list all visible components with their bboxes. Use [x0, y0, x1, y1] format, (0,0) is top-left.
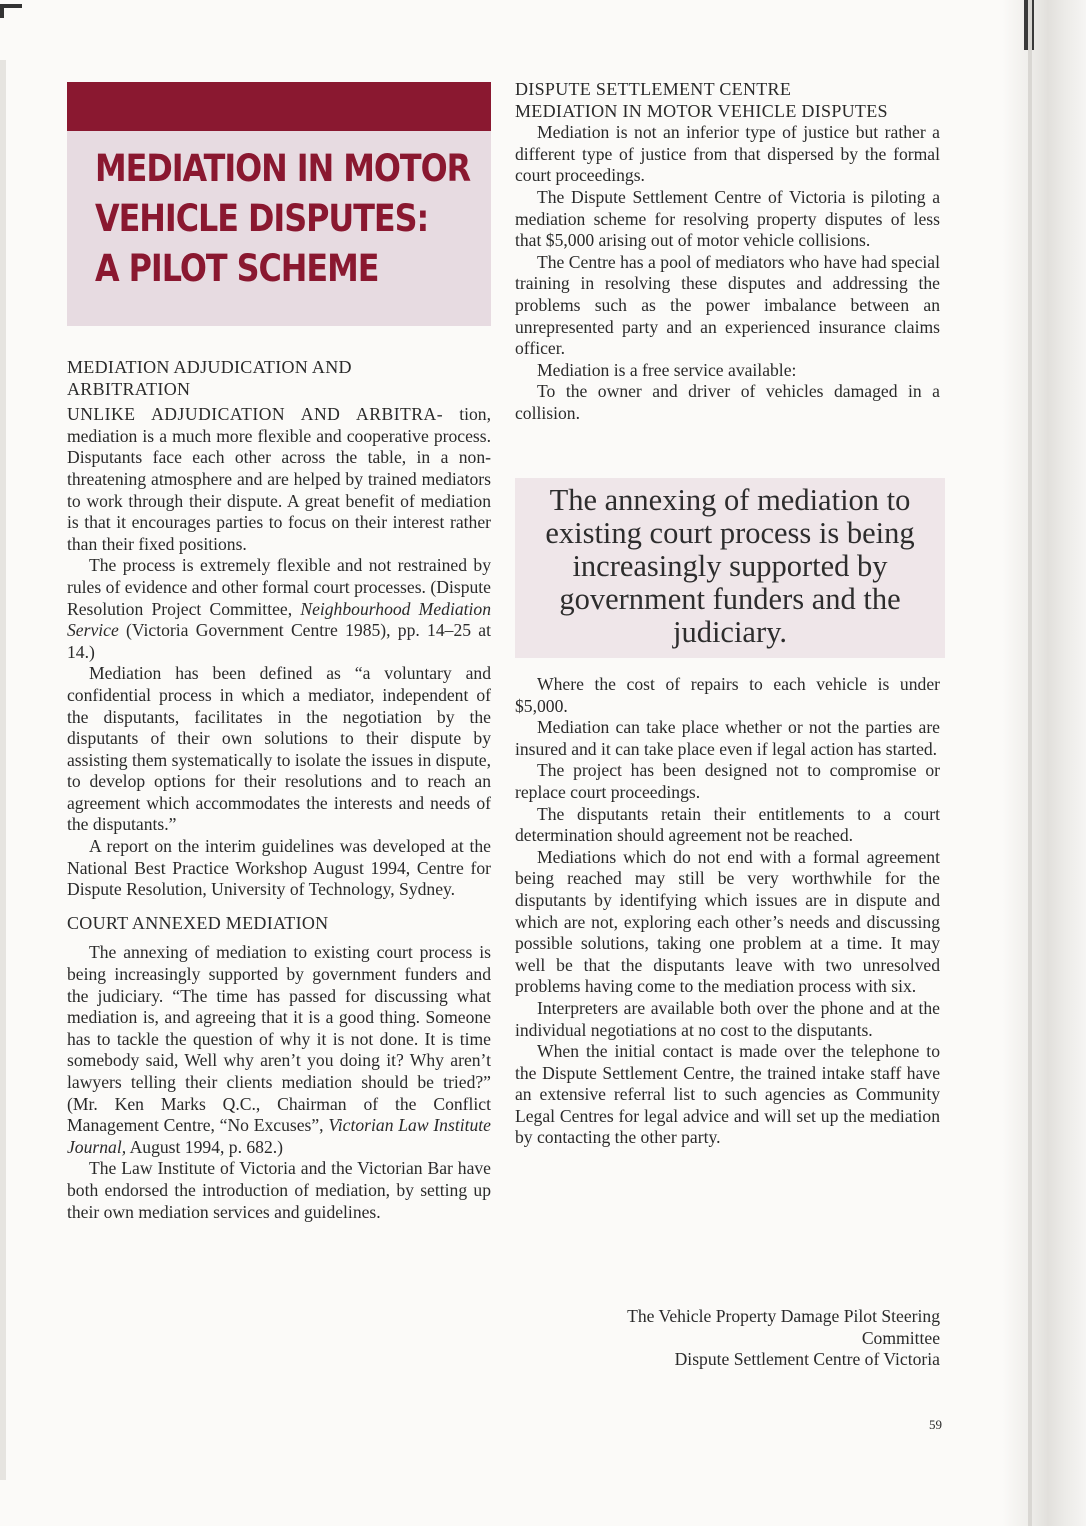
- paragraph: Mediation is not an inferior type of justice but rather a different type of justice from that dispersed by the formal court proceedings.: [515, 122, 940, 186]
- paragraph: UNLIKE ADJUDICATION AND ARBITRA- tion, mediation is a much more flexible and cooperative process. Disputants face each other across the table, in a non-threatening atmosphere and are helped by trained mediators to work through their dispute. A great benefit of mediation is that it encourages parties to focus on their interest rather than their fixed positions.: [67, 404, 491, 554]
- article-title: [95, 144, 471, 294]
- paragraph: A report on the interim guidelines was developed at the National Best Practice Workshop August 1994, Centre for Dispute Resolution, University of Technology, Sydney.: [67, 836, 491, 900]
- paragraph: Mediation can take place whether or not the parties are insured and it can take place even if legal action has started.: [515, 717, 940, 759]
- page-number: 59: [929, 1417, 942, 1432]
- paragraph: When the initial contact is made over the telephone to the Dispute Settlement Centre, the trained intake staff have an extensive referral list to such agencies as Community Legal Centres for legal advice and will set up the mediation by contacting the other party.: [515, 1041, 940, 1148]
- signature-line: Dispute Settlement Centre of Victoria: [674, 1349, 940, 1370]
- paragraph: The annexing of mediation to existing court process is being increasingly supported by government funders and the judiciary. “The time has passed for discussing what mediation is, and agreeing that it is a good thing. Someone has to tackle the question of why it is not done. It is time somebody said, Well why aren’t you doing it? Why aren’t lawyers telling their clients mediation should be tried?” (Mr. Ken Marks Q.C., Chairman of the Conflict Management Centre, “No Excuses”, Victorian Law Institute Journal, August 1994, p. 682.): [67, 942, 491, 1157]
- title-color-bar: [67, 82, 491, 131]
- page-edge: [0, 60, 6, 1480]
- section-heading: DISPUTE SETTLEMENT CENTRE MEDIATION IN MOTOR VEHICLE DISPUTES: [515, 79, 888, 121]
- paragraph: Mediations which do not end with a formal agreement being reached may still be very worthwhile for the disputants by identifying which issues are in dispute and which are not, exploring each other’s needs and discussing possible solutions, taking one problem at a time. It may well be that the disputants leave with two unresolved problems having come to the mediation process with six.: [515, 846, 940, 997]
- title-line: VEHICLE DISPUTES:: [95, 197, 429, 240]
- title-block: [67, 82, 491, 326]
- paragraph: The Dispute Settlement Centre of Victoria is piloting a mediation scheme for resolving property disputes of less that $5,000 arising out of motor vehicle collisions.: [515, 186, 940, 251]
- italic-title: Victorian Law Institute Journal,: [67, 1115, 491, 1157]
- paragraph: Mediation has been defined as “a voluntary and confidential process in which a mediator, independent of the disputants, facilitates in the negotiation by the disputants of their own solutions to their dispute by assisting them systematically to isolate the issues in dispute, to develop options for their resolutions and to reach an agreement which accommodates the interests and needs of the disputants.”: [67, 663, 491, 835]
- italic-title: Neighbourhood Mediation Service: [67, 598, 491, 641]
- pull-quote: The annexing of mediation to existing court process is being increasingly supported by government funders and the judiciary.: [545, 483, 915, 649]
- left-column: [67, 357, 491, 1223]
- title-line: MEDIATION IN MOTOR: [95, 147, 471, 190]
- paragraph: Interpreters are available both over the phone and at the individual negotiations at no cost to the disputants.: [515, 997, 940, 1040]
- paragraph: The project has been designed not to compromise or replace court proceedings.: [515, 760, 940, 802]
- paragraph: Where the cost of repairs to each vehicle is under $5,000.: [515, 674, 940, 716]
- title-line: A PILOT SCHEME: [95, 247, 379, 290]
- paragraph: The process is extremely flexible and not restrained by rules of evidence and other formal court processes. (Dispute Resolution Project Committee, Neighbourhood Mediation Service (Victoria Government Centre 1985), pp. 14–25 at 14.): [67, 555, 491, 662]
- section-heading: MEDIATION ADJUDICATION AND ARBITRATION: [67, 357, 352, 399]
- right-column-top: [515, 79, 940, 425]
- right-column-bottom: [515, 674, 940, 1149]
- book-spine: [1002, 0, 1086, 1526]
- signature-line: Committee: [861, 1327, 940, 1348]
- signature-block: [515, 1306, 940, 1371]
- crop-mark: [0, 4, 4, 18]
- paragraph: The disputants retain their entitlements to a court determination should agreement not be reached.: [515, 803, 940, 846]
- paragraph-lead: UNLIKE ADJUDICATION AND ARBITRA-: [67, 404, 444, 425]
- pull-quote-box: [515, 478, 945, 658]
- paragraph: The Law Institute of Victoria and the Victorian Bar have both endorsed the introduction of mediation, by setting up their own mediation services and guidelines.: [67, 1158, 491, 1222]
- paragraph: To the owner and driver of vehicles damaged in a collision.: [515, 381, 940, 423]
- section-heading: COURT ANNEXED MEDIATION: [67, 912, 329, 933]
- paragraph: Mediation is a free service available:: [537, 359, 797, 380]
- signature-line: The Vehicle Property Damage Pilot Steering: [627, 1306, 940, 1326]
- spine-shadow: [1028, 0, 1032, 1526]
- paragraph: The Centre has a pool of mediators who have had special training in resolving these disputes and addressing the problems such as the power imbalance between an unrepresented party and an experienced insurance claims officer.: [515, 251, 940, 359]
